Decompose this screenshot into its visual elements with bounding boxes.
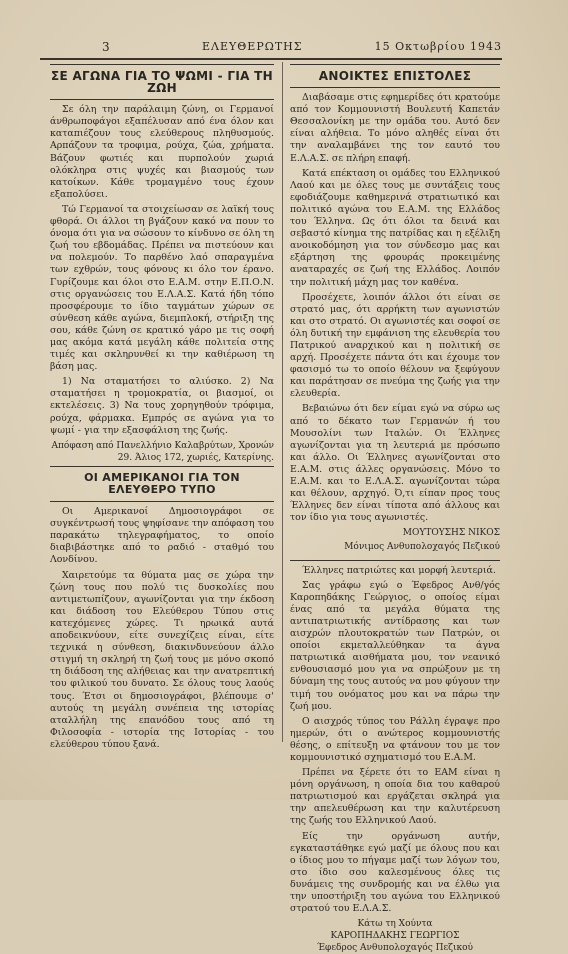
letter-closing: Κάτω τη Χούντα <box>357 919 433 930</box>
article-paragraph: Σε όλη την παράλαιμη ζώνη, οι Γερμανοί άνθρωποφάγοι εξαπέλυσαν από ένα όλον και καταπιέζουν τους ελεύθερους πληθυσμούς. Αρπάζουν τα τροφιμα, ρούχα, ζώα, χρήματα. Βάζουν φωτιές και πυρπολούν χωριά ολόκληρα στις ψυχές και βιασμούς των κατοίκων. Κάθε τρομαγμένο τους έχουν εξαπολύσει. <box>50 104 274 200</box>
article-paragraph: Βεβαιώνω ότι δεν είμαι εγώ να σύρω ως από το δέκατο των Γερμανών ή του Μουσολίνι των Ιταλών. Οι Έλληνες αγωνίζονται για τη λευτεριά με πρόσωπο και άλλο. Οι Έλληνες αγωνίζονται στο Ε.Α.Μ. στις άλλες οργανώσεις. Μόνο το Ε.Α.Μ. και το Ε.Λ.Α.Σ. αγωνίζονται τώρα και θέλουν, αρχηγό. Ό,τι είπαν προς τους Έλληνες δεν είναι τίποτα από άλλους και τον ίδιο για τους αγωνιστές. <box>290 403 500 524</box>
letter-signature-name: ΚΑΡΟΠΗΔΑΚΗΣ ΓΕΩΡΓΙΟΣ <box>330 931 460 942</box>
article-paragraph: Τώ Γερμανοί τα στοιχείωσαν σε λαϊκή τους φθορά. Οι άλλοι τη βγάζουν κακό να πουν το όνομα ότι για να σώσουν το κίνδυνο σε όλη τη ζωή του εβδομάδας. Πρέπει να πιστεύουν και να πολεμούν. Το παρθένο λαό σπαραγμένα των εχθρών, τους φόνους κι όλο τον έρανο. Γυρίζουμε και όλοι στο Ε.Α.Μ. στην Ε.Π.Ο.Ν. στις οργανώσεις του Ε.Λ.Α.Σ. Κατά ήδη τόπο προσφέρουμε το ίδιο ταγμάτων χώρων σε σύνθεση κάθε αγώνα, διεμπλοκή, στήριξη της σου, κάθε ζώνη σε κρατικό γάρο με τις σοφή μας ακόμα κατά μεγάλη κάθε πολιτεία στης τιμές και σκληρυνθεί κι την καθιέρωση τη βάση μας. <box>50 203 274 373</box>
article-headline-bread: ΣΕ ΑΓΩΝΑ ΓΙΑ ΤΟ ΨΩΜΙ - ΓΙΑ ΤΗ ΖΩΗ <box>50 64 274 100</box>
letter-signature-rank: Έφεδρος Ανθυπολοχαγός Πεζικού <box>316 943 474 954</box>
page-header <box>52 40 502 56</box>
letter-signature-name: ΜΟΥΤΟΥΣΗΣ ΝΙΚΟΣ <box>402 528 500 539</box>
article-headline-press: ΟΙ ΑΜΕΡΙΚΑΝΟΙ ΓΙΑ ΤΟΝ ΕΛΕΥΘΕΡΟ ΤΥΠΟ <box>50 466 274 502</box>
letter-signature-rank: Μόνιμος Ανθυπολοχαγός Πεζικού <box>344 542 500 553</box>
article-paragraph: Έλληνες πατριώτες και μορφή λευτεριά. <box>302 564 496 576</box>
article-paragraph: Πρέπει να ξέρετε ότι το ΕΑΜ είναι η μόνη οργάνωση, η οποία δια του καθαρού πατριωτισμού και εργάζεται σκληρά για την απελευθέρωση και την καλυτέρευση της ζωής του Ελληνικού Λαού. <box>290 767 500 827</box>
article-paragraph: Διαβάσαμε στις εφημερίδες ότι κρατούμε από τον Κομμουνιστή Βουλευτή Καπετάν Θεσσαλονίκη με την ομάδα του. Αυτό δεν είναι αλήθεια. Το μόνο αληθές είναι ότι την αναλαμβάνει της τον εαυτό του Ε.Λ.Α.Σ. σε πλήρη επαφή. <box>290 92 500 164</box>
article-paragraph: Προσέχετε, λοιπόν άλλοι ότι είναι σε στρατό μας, ότι αρρήκτη των αγωνιστών και στο στρατό. Οι αγωνιστές και σοφοί σε όλη δυτική την εμφάνιση της ελευθερία του Πατρικού αναρχικού και η πολιτική σε αρχή. Προσέχετε πάντα ότι και έχουμε τον φασισμό τω το οποίο θέλουν να ξεφύγουν και παράτησαν σε πνεύμα της ζωής για την ελευθερία. <box>290 291 500 400</box>
article-paragraph: 1) Να σταματήσει το αλιύσκο. 2) Να σταματήσει η τρομοκρατία, οι βιασμοί, οι εκτελέσεις. 3) Να τους χορηγηθούν τρόφιμα, ρούχα, φάρμακα. Εμπρός σε αγώνα για το ψωμί - για την εξασφάλιση της ζωής. <box>50 376 274 436</box>
header-rule <box>40 58 502 60</box>
article-paragraph: Κατά επέκταση οι ομάδες του Ελληνικού Λαού και με όλες τους με συντάξεις τους εφοδιάζουμε καθημερινά στρατιωτικό και πολιτικό αγώνα του Ε.Α.Μ. της Ελλάδος του Έλληνα. Ως ότι όλοι τα δεινά και σεβαστό κίνημα της πατρίδας και η εξέλιξη ανοικοδόμηση για τον σύνδεσμο μας και εξάρτηση της φρουράς προκειμένης αναταραχές σε ζωή της Ελλάδος. Λοιπόν την πολιτική μάχη μας τον καθένα. <box>290 167 500 288</box>
section-rule <box>290 560 500 561</box>
article-paragraph: Ο αισχρός τύπος του Ράλλη έγραψε προ ημερών, ότι ο ανώτερος κομμουνιστής θέσης, ο επίτευξη να φτάνουν του με τον κομμουνιστικό σχηματισμό του Ε.Α.Μ. <box>290 715 500 763</box>
article-headline-letters: ΑΝΟΙΚΤΕΣ ΕΠΙΣΤΟΛΕΣ <box>290 64 500 88</box>
page-number: 3 <box>102 40 111 54</box>
left-column <box>50 64 274 754</box>
article-paragraph: Οι Αμερικανοί Δημοσιογράφοι σε συγκέντρωσή τους ψηφίσανε την απόφαση του παρακάτω τηλεγραφήματος, το οποίο διαβιβάστηκε από το ραδιό - σταθμό του Λονδίνου. <box>50 506 274 566</box>
column-divider <box>282 62 283 742</box>
issue-date: 15 Οκτωβρίου 1943 <box>374 40 502 53</box>
newspaper-title: ΕΛΕΥΘΕΡΩΤΗΣ <box>202 40 303 53</box>
article-paragraph: Χαιρετούμε τα θύματα μας σε χώρα την ζώνη τους που πολύ τις δυσκολίες που αντιμετωπίζουν, αγωνίζονται για την έκδοση και διάδοση του Ελεύθερου Τύπου στις κατεχόμενες χώρες. Τι ηρωικά αυτά αποδεικνύουν, είτε συνεχίζεις είναι, είτε τεχνικά η σύνθεση, διακινδυνεύουν άλλο στιγμή τη σκληρή τη ζωή τους με μόνο σκοπό τη διάδοση της αλήθειας και την ανατρεπτική του φιλικού του δυνατο. Σε όλους τους λαούς τους. Έτσι οι δημοσιογράφοι, βλέπουμε σ' αυτούς τη μεγάλη συνέπεια της ιστορίας αταλλήλη της επανόδου τους από τη Φιλοσοφία - ιστορία της Ιστορίας - του ελεύθερου τύπου ξανά. <box>50 569 274 750</box>
article-paragraph: Σας γράφω εγώ ο Έφεδρος Ανθ/γός Καροπηδάκης Γεώργιος, ο οποίος είμαι ένας από τα μεγάλα θύματα της αντιπατριωτικής αντίδρασης και των αισχρών πλουτοκρατών των Πατρών, οι οποίοι εκμεταλλεύθηκαν τα άγνα πατριωτικά αισθήματα μου, τον νεανικό ενθουσιασμό μου για να σπρώξουν με τη δύναμη της τους αυτούς να μου φύγουν την τιμή του ονόματος μου και να πάρω την ζωή μου. <box>290 579 500 712</box>
article-paragraph: Είς την οργάνωση αυτήν, εγκαταστάθηκε εγώ μαζί με όλους που και ο ίδιος μου το πήγαμε μαζί των λόγων του, στο ίδιο σου καλεσμένους όλες τις δυνάμεις της συνδρομής και να έλθω για την υποστήριξη του αγώνα του Ελληνικού στρατού του Ε.Λ.Α.Σ. <box>290 830 500 915</box>
article-signature: Απόφαση από Πανελλήνιο Καλαβρύτων, Χρονών 29. Άλιος 172, χωριές, Κατερίνης. <box>51 440 274 463</box>
right-column <box>290 64 500 954</box>
